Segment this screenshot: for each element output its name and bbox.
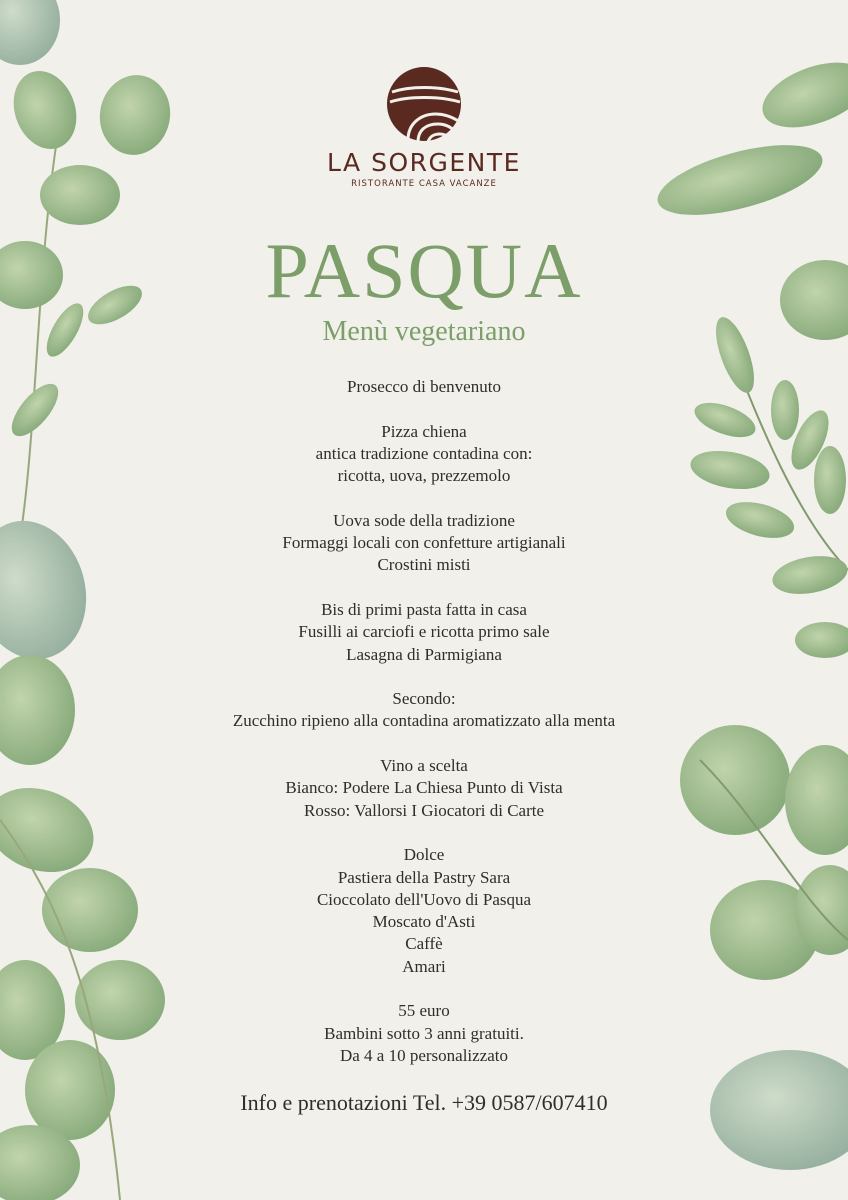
menu-item: Pastiera della Pastry Sara xyxy=(337,867,511,887)
menu-group-primi xyxy=(0,599,848,666)
page-title: PASQUA xyxy=(265,227,583,314)
menu-group-pizza xyxy=(0,421,848,488)
price-text: 55 euro xyxy=(398,1001,450,1021)
menu-item: Pizza chiena xyxy=(381,421,467,441)
menu-item: Dolce xyxy=(403,845,445,865)
menu-item: Fusilli ai carciofi e ricotta primo sale xyxy=(298,622,550,642)
menu-item: Moscato d'Asti xyxy=(372,912,476,932)
brand-tagline: RISTORANTE CASA VACANZE xyxy=(351,179,497,189)
menu-item: Bis di primi pasta fatta in casa xyxy=(321,599,527,619)
menu-item: Uova sode della tradizione xyxy=(333,510,515,530)
menu-group-antipasti xyxy=(0,510,848,577)
menu-group-dolce xyxy=(0,844,848,978)
menu-item: Crostini misti xyxy=(377,555,471,575)
menu-item: Vino a scelta xyxy=(380,756,468,776)
page-subtitle: Menù vegetariano xyxy=(322,316,526,347)
menu-item: Formaggi locali con confetture artigianali xyxy=(282,533,566,553)
menu-item: Prosecco di benvenuto xyxy=(347,377,501,396)
menu-group-wine xyxy=(0,755,848,822)
menu-item: Secondo: xyxy=(392,689,456,709)
menu-list xyxy=(0,376,848,1090)
booking-info: Info e prenotazioni Tel. +39 0587/607410 xyxy=(240,1090,608,1115)
menu-group-secondo xyxy=(0,688,848,733)
menu-item: Caffè xyxy=(405,934,443,954)
menu-item: Rosso: Vallorsi I Giocatori di Carte xyxy=(303,800,545,820)
menu-item: ricotta, uova, prezzemolo xyxy=(337,466,511,486)
menu-item: Lasagna di Parmigiana xyxy=(346,644,502,664)
menu-group-welcome xyxy=(0,376,848,398)
menu-item: Bianco: Podere La Chiesa Punto di Vista xyxy=(285,778,563,798)
menu-item: Zucchino ripieno alla contadina aromatizzato alla menta xyxy=(232,711,616,731)
menu-item: antica tradizione contadina con: xyxy=(315,443,533,463)
brand-logo-block xyxy=(0,66,848,189)
brand-name: LA SORGENTE xyxy=(327,148,521,177)
menu-item: Amari xyxy=(402,956,446,976)
menu-group-price xyxy=(0,1000,848,1067)
sun-hill-logo-icon xyxy=(386,66,462,142)
menu-item: Cioccolato dell'Uovo di Pasqua xyxy=(316,889,532,909)
price-note: Da 4 a 10 personalizzato xyxy=(339,1045,509,1065)
price-note: Bambini sotto 3 anni gratuiti. xyxy=(324,1023,524,1043)
